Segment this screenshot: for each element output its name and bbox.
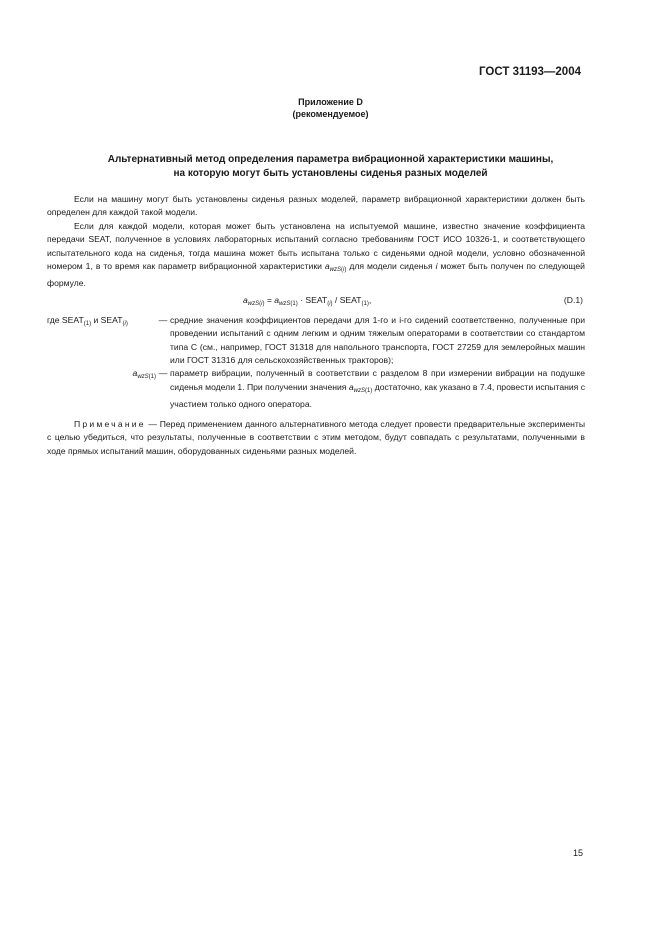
standard-number: ГОСТ 31193—2004 — [479, 66, 581, 78]
title-line-2: на которую могут быть установлены сиденья разных моделей — [173, 168, 488, 179]
where-list — [47, 314, 585, 412]
body-text — [47, 193, 585, 458]
where-symbol-1: где $SEAT_{(1)}$ и $SEAT_{(i)}$ — [47, 314, 128, 327]
formula-d1 — [47, 292, 585, 308]
where-definition-2: параметр вибрации, полученный в соответствии с разделом 8 при измерении вибрации на подушке сиденья модели 1. При получении значения $a_{wzS(1)}$ достаточно, как указано в 7.4, провести испытания с участием только одного оператора. — [170, 368, 585, 410]
page-number: 15 — [573, 848, 584, 858]
where-definition-1: средние значения коэффициентов передачи для 1-го и i-го сидений соответственно, полученные при проведении испытаний с одним легким и одним тяжелым операторами в соответствии со стандартом типа С (см., например, ГОСТ 31318 для напольного транспорта, ГОСТ 27259 для землеройных машин или ГОСТ 31316 для сельскохозяйственных тракторов); — [170, 314, 585, 366]
where-item-1: где $SEAT_{(1)}$ и $SEAT_{(i)}$ — средние значения коэффициентов передачи для 1-го и i-го сидений соответственно, полученные при проведении испытаний с одним легким и одним тяжелым операторами в соответствии со стандартом типа С (см., например, ГОСТ 31318 для напольного транспорта, ГОСТ 27259 для землеройных машин или ГОСТ 31316 для сельскохозяйственных тракторов); — [47, 314, 585, 368]
paragraph-2: Если для каждой модели, которая может быть установлена на испытуемой машине, известно значение коэффициента передачи SEAT, полученное в условиях лабораторных испытаний согласно требованиям ГОСТ ИСО 10326-1, и соответствующего испытательного кода на сиденья, тогда машина может быть испытана только с сиденьями одной модели, условно обозначенной номером 1, в то время как параметр вибрационной характеристики $a_{wzS(i)}$ для модели сиденья i может быть получен по следующей формуле. — [47, 220, 585, 289]
appendix-heading — [0, 96, 661, 120]
formula-expression: $a_{wzS(i)} = a_{wzS(1)}$ · $SEAT_{(i)}$ / $SEAT_{(1)}$, — [243, 294, 372, 307]
appendix-status: (рекомендуемое) — [292, 109, 369, 119]
note-label: Примечание — [74, 418, 146, 429]
appendix-label: Приложение D — [298, 97, 363, 107]
paragraph-1: Если на машину могут быть установлены сиденья разных моделей, параметр вибрационной характеристики должен быть определен для каждой такой модели. — [47, 194, 585, 218]
note — [47, 418, 585, 458]
where-symbol-2: $a_{wzS(1)}$ — [132, 368, 156, 381]
section-title — [40, 153, 621, 181]
title-line-1: Альтернативный метод определения параметра вибрационной характеристики машины, — [107, 154, 554, 165]
formula-number: (D.1) — [563, 294, 583, 305]
note-text: — Перед применением данного альтернативного метода следует провести предварительные эксперименты с целью убедиться, что результаты, полученные в соответствии с этим методом, будут совпадать с результатами, полученными в ходе прямых испытаний машин, оборудованных сиденьями разных моделей. — [47, 418, 585, 456]
where-item-2: $a_{wzS(1)}$ — параметр вибрации, полученный в соответствии с разделом 8 при измерении вибрации на подушке сиденья модели 1. При получении значения $a_{wzS(1)}$ достаточно, как указано в 7.4, провести испытания с участием только одного оператора. — [47, 367, 585, 411]
